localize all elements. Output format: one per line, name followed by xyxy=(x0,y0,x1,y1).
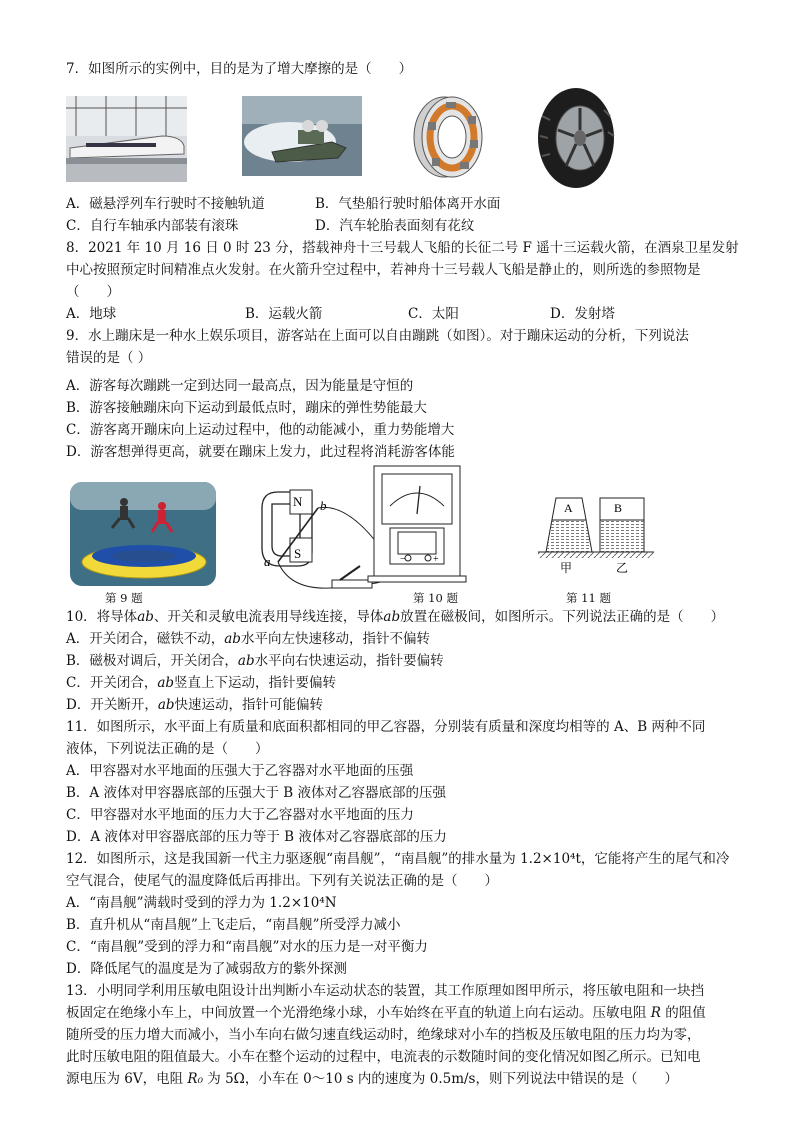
q11-line-1: 11．如图所示，水平面上有质量和底面积都相同的甲乙容器，分别装有质量和深度均相等的 A、B 两种不同 xyxy=(66,719,706,735)
q10-option-c: C．开关闭合，ab竖直上下运动，指针要偏转 xyxy=(66,675,337,691)
q11-option-b: B．A 液体对甲容器底部的压强大于 B 液体对乙容器底部的压强 xyxy=(66,785,446,801)
q10-option-a: A．开关闭合，磁铁不动，ab水平向左快速移动，指针不偏转 xyxy=(66,631,430,647)
caption-fig-10: 第 10 题 xyxy=(413,591,458,605)
q7-option-c: C．自行车轴承内部装有滚珠 xyxy=(66,218,239,234)
container-yi-label: 乙 xyxy=(616,561,629,575)
q13-line-5: 源电压为 6V，电阻 R₀ 为 5Ω，小车在 0～10 s 内的速度为 0.5m/s，则下列说法中错误的是（ ） xyxy=(66,1071,678,1087)
container-jia-label: 甲 xyxy=(560,561,573,575)
container-a-label: A xyxy=(564,501,573,515)
q7-stem: 7．如图所示的实例中，目的是为了增大摩擦的是（ ） xyxy=(66,61,413,77)
q12-option-b: B．直升机从“南昌舰”上飞走后，“南昌舰”所受浮力减小 xyxy=(66,917,401,933)
meter-minus-terminal: − xyxy=(400,554,406,565)
q9-line-1: 9．水上蹦床是一种水上娱乐项目，游客站在上面可以自由蹦跳（如图）。对于蹦床运动的分析，下列说法 xyxy=(66,328,689,344)
q12-option-c: C．“南昌舰”受到的浮力和“南昌舰”对水的压力是一对平衡力 xyxy=(66,939,428,955)
q12-option-d: D．降低尾气的温度是为了减弱敌方的紫外探测 xyxy=(66,961,347,977)
q8-line-2: 中心按照预定时间精准点火发射。在火箭升空过程中，若神舟十三号载人飞船是静止的，则所选的参照物是 xyxy=(66,262,701,278)
q11-option-c: C．甲容器对水平地面的压力大于乙容器对水平地面的压力 xyxy=(66,807,414,823)
conductor-end-a: a xyxy=(264,554,271,569)
q8-line-3: （ ） xyxy=(66,284,120,300)
magnet-label-n: N xyxy=(293,494,303,509)
q9-option-a: A．游客每次蹦跳一定到达同一最高点，因为能量是守恒的 xyxy=(66,378,414,394)
hovercraft-image xyxy=(242,96,362,176)
q13-line-2: 板固定在绝缘小车上，中间放置一个光滑绝缘小球，小车始终在平直的轨道上向右运动。压敏电阻 R 的阻值 xyxy=(66,1005,706,1021)
containers-diagram xyxy=(536,490,666,576)
q8-line-1: 8．2021 年 10 月 16 日 0 时 23 分，搭载神舟十三号载人飞船的长征二号 F 遥十三运载火箭，在酒泉卫星发射 xyxy=(66,240,739,256)
caption-fig-11: 第 11 题 xyxy=(566,591,611,605)
q8-option-b: B．运载火箭 xyxy=(245,306,323,322)
q7-option-b: B．气垫船行驶时船体离开水面 xyxy=(315,196,501,212)
q9-option-d: D．游客想弹得更高，就要在蹦床上发力，此过程将消耗游客体能 xyxy=(66,444,455,460)
q7-option-a: A．磁悬浮列车行驶时不接触轨道 xyxy=(66,196,265,212)
q9-line-2: 错误的是（ ） xyxy=(66,350,152,366)
q8-option-d: D．发射塔 xyxy=(550,306,615,322)
caption-fig-9: 第 9 题 xyxy=(105,591,143,605)
conductor-end-b: b xyxy=(320,498,327,513)
magnet-label-s: S xyxy=(294,546,302,561)
q13-line-3: 随所受的压力增大而减小，当小车向右做匀速直线运动时，绝缘球对小车的挡板及压敏电阻的压力均为零， xyxy=(66,1027,701,1043)
meter-plus-terminal: + xyxy=(433,554,439,565)
q11-line-2: 液体，下列说法正确的是（ ） xyxy=(66,741,269,757)
q11-option-d: D．A 液体对甲容器底部的压力等于 B 液体对乙容器底部的压力 xyxy=(66,829,447,845)
water-trampoline-image xyxy=(70,482,216,586)
galvanometer-circuit-diagram xyxy=(250,462,470,592)
q13-line-1: 13．小明同学利用压敏电阻设计出判断小车运动状态的装置，其工作原理如图甲所示，将压敏电阻和一块挡 xyxy=(66,983,705,999)
q9-option-c: C．游客离开蹦床向上运动过程中，他的动能减小，重力势能增大 xyxy=(66,422,455,438)
q12-option-a: A．“南昌舰”满载时受到的浮力为 1.2×10⁴N xyxy=(66,895,337,911)
q10-stem: 10．将导体ab、开关和灵敏电流表用导线连接，导体ab放置在磁极间，如图所示。下列说法正确的是（ ） xyxy=(66,609,725,625)
bicycle-bearing-image xyxy=(408,92,488,182)
q12-line-1: 12．如图所示，这是我国新一代主力驱逐舰“南昌舰”，“南昌舰”的排水量为 1.2×10⁴t，它能将产生的尾气和冷 xyxy=(66,851,730,867)
car-tire-image xyxy=(534,86,618,190)
q8-option-a: A．地球 xyxy=(66,306,117,322)
q10-option-d: D．开关断开，ab快速运动，指针可能偏转 xyxy=(66,697,324,713)
q13-line-4: 此时压敏电阻的阻值最大。小车在整个运动的过程中，电流表的示数随时间的变化情况如图乙所示。已知电 xyxy=(66,1049,701,1065)
q8-option-c: C．太阳 xyxy=(408,306,459,322)
maglev-train-image xyxy=(66,96,187,182)
container-b-label: B xyxy=(614,501,623,515)
q12-line-2: 空气混合，使尾气的温度降低后再排出。下列有关说法正确的是（ ） xyxy=(66,873,498,889)
q11-option-a: A．甲容器对水平地面的压强大于乙容器对水平地面的压强 xyxy=(66,763,414,779)
q9-option-b: B．游客接触蹦床向下运动到最低点时，蹦床的弹性势能最大 xyxy=(66,400,427,416)
q7-option-d: D．汽车轮胎表面刻有花纹 xyxy=(315,218,475,234)
q10-option-b: B．磁极对调后，开关闭合，ab水平向右快速运动，指针要偏转 xyxy=(66,653,444,669)
